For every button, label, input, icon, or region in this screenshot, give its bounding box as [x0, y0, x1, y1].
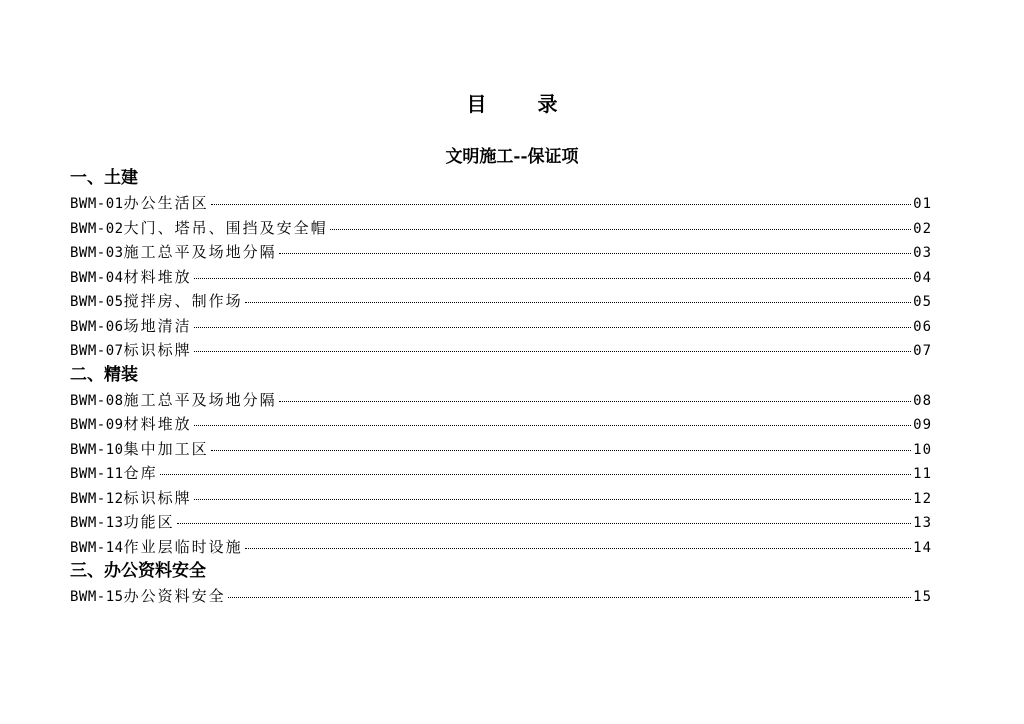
- toc-entry[interactable]: [70, 289, 932, 314]
- toc-entry-page-number: 02: [913, 220, 932, 237]
- toc-entry-label: [70, 437, 209, 463]
- toc-entry[interactable]: [70, 461, 932, 486]
- toc-entry-code: BWM-04: [70, 269, 124, 286]
- toc-entry[interactable]: [70, 240, 932, 265]
- toc-entry[interactable]: [70, 510, 932, 535]
- toc-entry[interactable]: [70, 216, 932, 241]
- table-of-contents: [70, 166, 932, 609]
- toc-entry-code: BWM-03: [70, 245, 124, 261]
- toc-entry-code: BWM-07: [70, 343, 124, 359]
- toc-entry-page-number: 07: [913, 343, 932, 359]
- toc-entry-title: 大门、塔吊、围挡及安全帽: [123, 218, 328, 237]
- toc-entry-title: 集中加工区: [123, 439, 209, 458]
- dot-leader: [194, 350, 912, 352]
- toc-entry-label: [70, 535, 243, 561]
- dot-leader: [194, 326, 912, 328]
- toc-entry-code: BWM-06: [70, 318, 124, 335]
- dot-leader: [194, 277, 912, 279]
- toc-entry[interactable]: [70, 191, 932, 216]
- toc-entry-label: [70, 216, 328, 242]
- toc-entry-title: 材料堆放: [123, 267, 192, 286]
- toc-entry-label: [70, 412, 192, 438]
- toc-entry-code: BWM-13: [70, 515, 124, 531]
- dot-leader: [228, 596, 912, 598]
- toc-entry[interactable]: [70, 314, 932, 339]
- section-heading: 二、精装: [70, 364, 138, 385]
- toc-entry-page-number: 04: [913, 269, 932, 286]
- toc-entry-code: BWM-12: [70, 490, 124, 507]
- toc-entry-page-number: 05: [913, 294, 932, 310]
- toc-entry-code: BWM-01: [70, 196, 124, 212]
- dot-leader: [279, 252, 912, 254]
- toc-entry-title: 施工总平及场地分隔: [123, 243, 277, 261]
- toc-entry[interactable]: [70, 584, 932, 609]
- dot-leader: [245, 301, 912, 303]
- dot-leader: [211, 449, 912, 451]
- toc-entry[interactable]: [70, 388, 932, 413]
- dot-leader: [160, 473, 912, 475]
- toc-entry-label: [70, 388, 277, 414]
- toc-entry-title: 作业层临时设施: [123, 537, 243, 556]
- toc-entry-label: [70, 191, 209, 217]
- toc-entry-label: [70, 584, 226, 610]
- toc-entry-title: 仓库: [123, 464, 158, 482]
- toc-entry[interactable]: [70, 437, 932, 462]
- toc-entry-code: BWM-14: [70, 539, 124, 556]
- toc-entry-label: [70, 265, 192, 291]
- toc-entry-code: BWM-08: [70, 392, 124, 409]
- toc-entry[interactable]: [70, 412, 932, 437]
- toc-entry-code: BWM-15: [70, 589, 124, 605]
- toc-entry-page-number: 13: [913, 515, 932, 531]
- dot-leader: [245, 547, 912, 549]
- toc-entry-page-number: 08: [913, 392, 932, 409]
- toc-entry-title: 场地清洁: [123, 316, 192, 335]
- toc-entry-page-number: 15: [913, 589, 932, 605]
- toc-entry[interactable]: [70, 338, 932, 363]
- toc-entry-title: 办公资料安全: [123, 587, 226, 605]
- dot-leader: [211, 203, 912, 205]
- dot-leader: [194, 424, 912, 426]
- dot-leader: [194, 498, 912, 500]
- toc-entry-page-number: 09: [913, 417, 932, 433]
- dot-leader: [279, 400, 912, 402]
- dot-leader: [177, 522, 912, 524]
- toc-entry-title: 搅拌房、制作场: [123, 292, 243, 310]
- toc-entry-page-number: 11: [913, 466, 932, 482]
- toc-entry-page-number: 03: [913, 245, 932, 261]
- toc-entry-title: 功能区: [123, 513, 175, 531]
- toc-entry-label: [70, 314, 192, 340]
- toc-entry-title: 材料堆放: [123, 415, 192, 433]
- toc-entry-page-number: 14: [913, 539, 932, 556]
- toc-entry-label: [70, 240, 277, 266]
- toc-entry-title: 办公生活区: [123, 194, 209, 212]
- section-heading: 一、土建: [70, 168, 138, 188]
- toc-entry-code: BWM-05: [70, 294, 124, 310]
- toc-entry-label: [70, 510, 175, 536]
- toc-entry-label: [70, 289, 243, 315]
- document-title: 目 录: [466, 92, 580, 116]
- toc-entry[interactable]: [70, 535, 932, 560]
- toc-entry[interactable]: [70, 486, 932, 511]
- toc-entry-page-number: 06: [913, 318, 932, 335]
- toc-entry-code: BWM-09: [70, 417, 124, 433]
- section-heading: 三、办公资料安全: [70, 561, 206, 581]
- document-subtitle: 文明施工--保证项: [445, 147, 579, 167]
- toc-entry-title: 标识标牌: [123, 341, 192, 359]
- dot-leader: [330, 228, 912, 230]
- toc-entry-label: [70, 486, 192, 512]
- toc-entry[interactable]: [70, 265, 932, 290]
- toc-entry-title: 施工总平及场地分隔: [123, 390, 277, 409]
- toc-entry-label: [70, 461, 158, 487]
- toc-entry-code: BWM-02: [70, 220, 124, 237]
- toc-entry-code: BWM-10: [70, 441, 124, 458]
- toc-entry-page-number: 12: [913, 490, 932, 507]
- toc-entry-code: BWM-11: [70, 466, 124, 482]
- toc-entry-page-number: 10: [913, 441, 932, 458]
- toc-entry-page-number: 01: [913, 196, 932, 212]
- toc-entry-label: [70, 338, 192, 364]
- toc-entry-title: 标识标牌: [123, 488, 192, 507]
